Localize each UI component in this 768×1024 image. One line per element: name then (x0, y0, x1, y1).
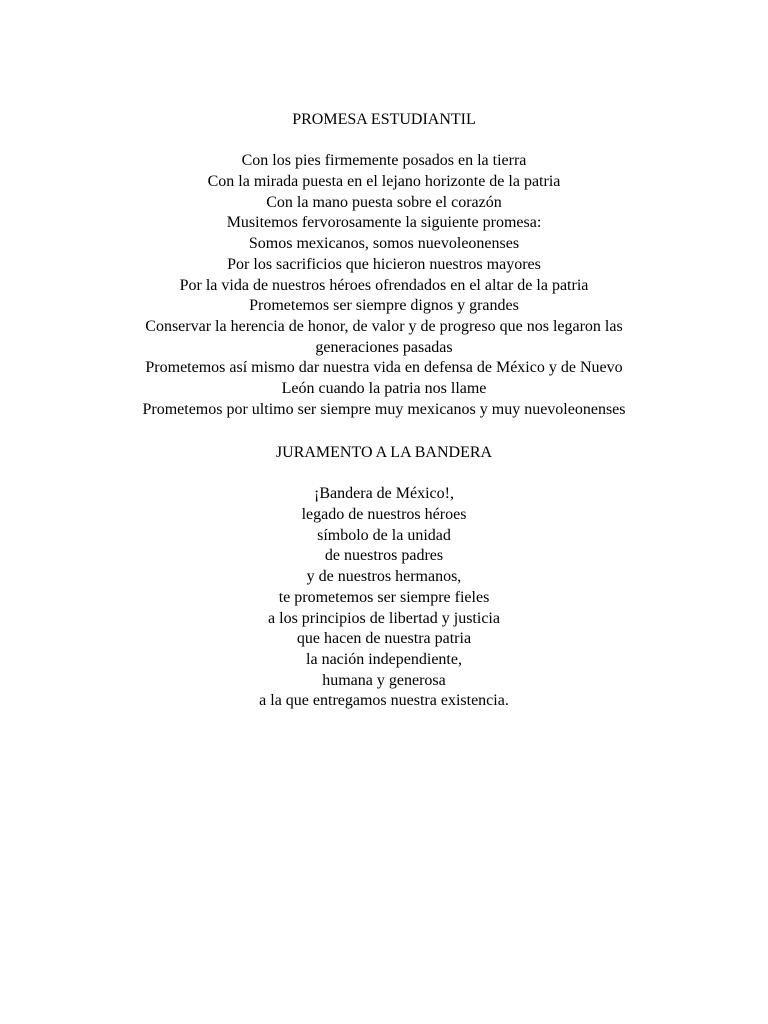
promesa-body (0, 151, 768, 420)
promesa-section (0, 110, 768, 421)
promesa-line: Con la mirada puesta en el lejano horizonte de la patria (207, 173, 561, 191)
juramento-line: que hacen de nuestra patria (296, 630, 472, 648)
juramento-line: a la que entregamos nuestra existencia. (259, 692, 509, 710)
juramento-line: a los principios de libertad y justicia (268, 609, 500, 627)
juramento-title: JURAMENTO A LA BANDERA (275, 444, 493, 461)
spacer (0, 131, 768, 152)
juramento-line: de nuestros padres (324, 547, 444, 565)
promesa-title: PROMESA ESTUDIANTIL (292, 111, 476, 128)
juramento-line: símbolo de la unidad (317, 526, 451, 544)
juramento-body (0, 484, 768, 712)
promesa-line: Prometemos por ultimo ser siempre muy mexicanos y muy nuevoleonenses (142, 400, 626, 418)
promesa-line: Somos mexicanos, somos nuevoleonenses (248, 235, 520, 253)
promesa-line: Conservar la herencia de honor, de valor y de progreso que nos legaron las (145, 318, 623, 335)
juramento-line: te prometemos ser siempre fieles (278, 588, 490, 606)
juramento-section (0, 443, 768, 712)
spacer (0, 464, 768, 485)
promesa-line: León cuando la patria nos llame (281, 380, 487, 398)
juramento-line: humana y generosa (322, 671, 446, 689)
promesa-line: Por la vida de nuestros héroes ofrendados en el altar de la patria (179, 276, 589, 294)
promesa-line: Musitemos fervorosamente la siguiente promesa: (226, 214, 542, 232)
juramento-line: y de nuestros hermanos, (306, 568, 462, 586)
promesa-line: Por los sacrificios que hicieron nuestros mayores (227, 255, 541, 273)
juramento-line: ¡Bandera de México!, (314, 485, 454, 503)
promesa-line: Prometemos así mismo dar nuestra vida en defensa de México y de Nuevo (145, 359, 623, 377)
promesa-line: generaciones pasadas (315, 338, 453, 356)
juramento-line: la nación independiente, (306, 651, 462, 668)
promesa-line: Con los pies firmemente posados en la tierra (241, 152, 527, 170)
juramento-line: legado de nuestros héroes (301, 506, 467, 524)
promesa-line: Con la mano puesta sobre el corazón (266, 193, 502, 211)
promesa-line: Prometemos ser siempre dignos y grandes (249, 297, 519, 315)
